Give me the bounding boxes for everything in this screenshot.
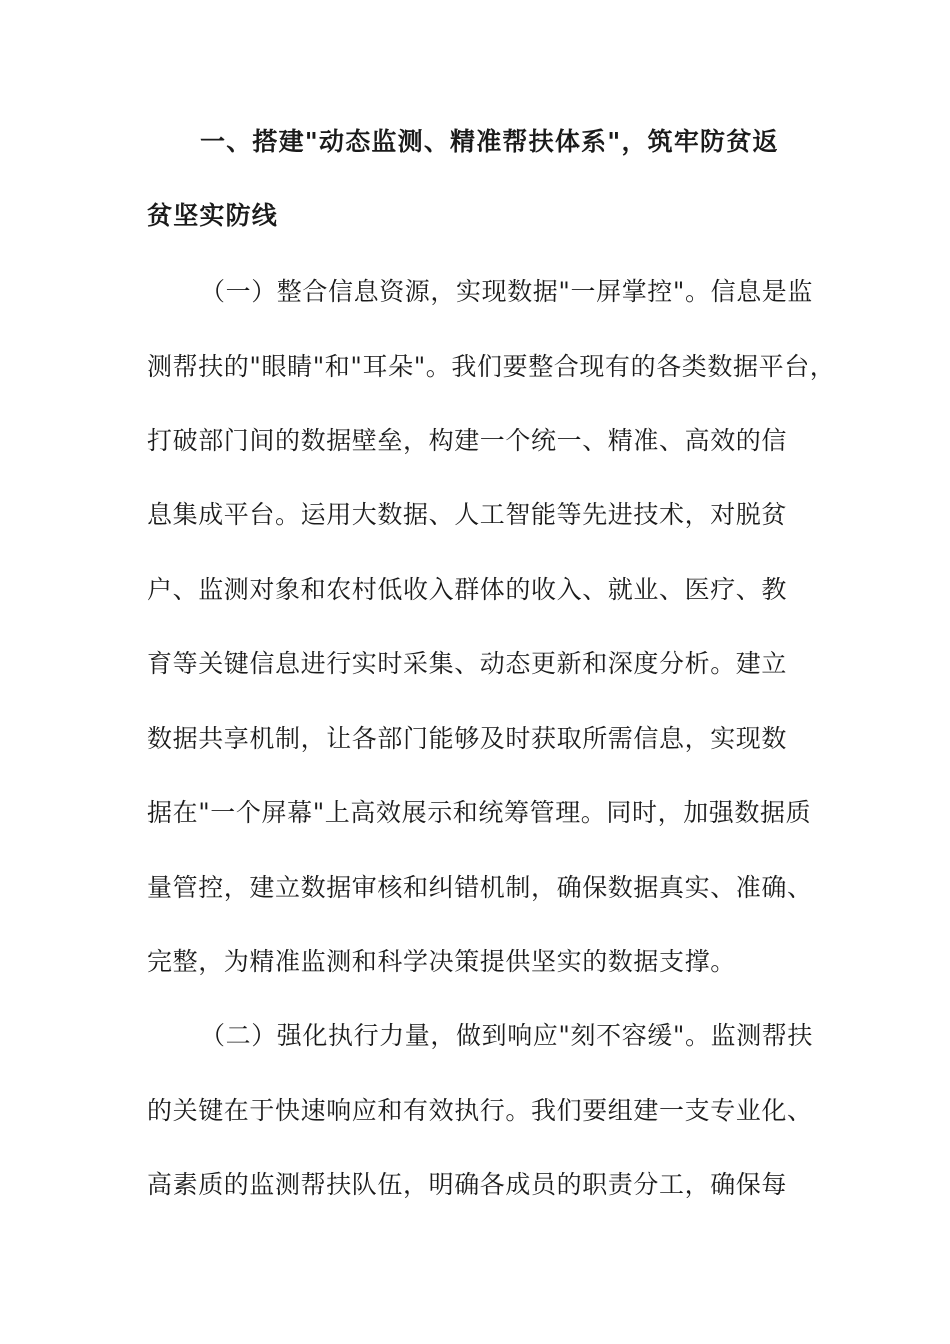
paragraph-line: 息集成平台。运用大数据、人工智能等先进技术，对脱贫 — [147, 500, 788, 529]
paragraph-line: 完整，为精准监测和科学决策提供坚实的数据支撑。 — [147, 947, 736, 976]
paragraph-line: （一）整合信息资源，实现数据"一屏掌控"。信息是监 — [200, 277, 813, 306]
paragraph-line: 数据共享机制，让各部门能够及时获取所需信息，实现数 — [147, 724, 788, 753]
paragraph-line: 量管控，建立数据审核和纠错机制，确保数据真实、准确、 — [147, 873, 813, 902]
paragraph-line: （二）强化执行力量，做到响应"刻不容缓"。监测帮扶 — [200, 1021, 813, 1050]
paragraph-line: 打破部门间的数据壁垒，构建一个统一、精准、高效的信 — [147, 426, 788, 455]
paragraph-line: 户、监测对象和农村低收入群体的收入、就业、医疗、教 — [147, 575, 788, 604]
section-heading-line-2: 贫坚实防线 — [147, 201, 279, 230]
section-heading-line-1: 一、搭建"动态监测、精准帮扶体系"，筑牢防贫返 — [200, 127, 779, 156]
paragraph-line: 的关键在于快速响应和有效执行。我们要组建一支专业化、 — [147, 1096, 813, 1125]
paragraph-line: 据在"一个屏幕"上高效展示和统筹管理。同时，加强数据质 — [147, 798, 812, 827]
paragraph-line: 测帮扶的"眼睛"和"耳朵"。我们要整合现有的各类数据平台， — [147, 352, 836, 381]
paragraph-line: 高素质的监测帮扶队伍，明确各成员的职责分工，确保每 — [147, 1170, 788, 1199]
paragraph-line: 育等关键信息进行实时采集、动态更新和深度分析。建立 — [147, 649, 788, 678]
